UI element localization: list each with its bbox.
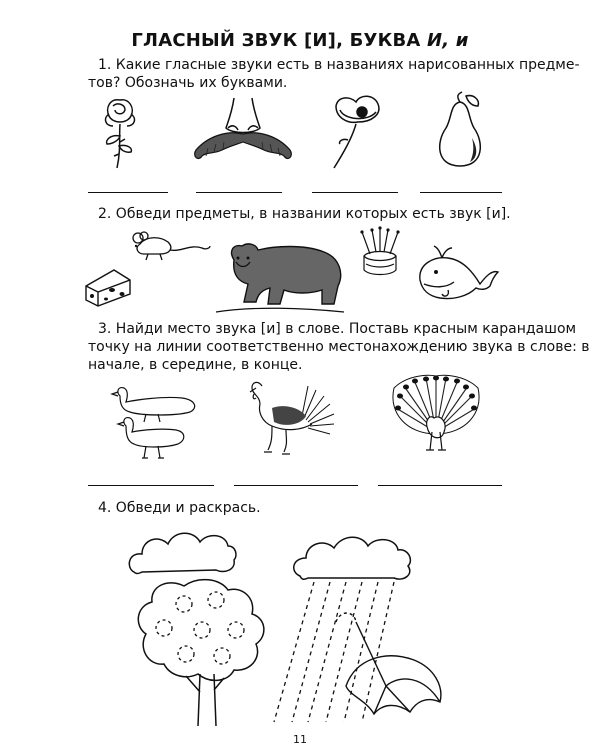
task3-line1: 3. Найди место звука [и] в слове. Поставь красным карандашом (98, 321, 577, 337)
poppy-icon (328, 92, 386, 170)
answer-line-1[interactable] (88, 192, 168, 193)
mouse-icon (130, 228, 212, 262)
cloud-icon (294, 537, 411, 579)
peacock-icon (384, 374, 488, 460)
task4-text: 4. Обведи и раскрась. (98, 500, 261, 516)
task1-line1: 1. Какие гласные звуки есть в названиях нарисованных предме- (98, 57, 580, 73)
task1-line2: тов? Обозначь их буквами. (88, 75, 288, 91)
cheese-icon (84, 266, 132, 308)
rain-icon (274, 582, 394, 722)
answer-line-2[interactable] (196, 192, 282, 193)
page-title (0, 30, 600, 51)
task1-text (98, 56, 580, 74)
coloring-picture (124, 526, 476, 726)
umbrella-icon (336, 613, 441, 714)
turkey-icon (242, 376, 342, 462)
task3-line2: точку на линии соответственно местонахождению звука в слове: в (88, 339, 590, 355)
geese-icon (106, 382, 206, 470)
answer-line-7[interactable] (378, 485, 502, 486)
task1-text-cont (88, 74, 287, 92)
title-letters: И, и (427, 30, 469, 51)
rose-icon (95, 92, 145, 170)
answer-line-5[interactable] (88, 485, 214, 486)
task3-line3: начале, в середине, в конце. (88, 357, 303, 373)
title-main: ГЛАСНЫЙ ЗВУК [И], БУКВА (131, 30, 421, 51)
page-number: 11 (293, 733, 307, 746)
bear-icon (214, 240, 346, 316)
apple-tree-icon (138, 580, 264, 726)
answer-line-4[interactable] (420, 192, 502, 193)
mustache-icon (188, 96, 298, 168)
pear-icon (430, 92, 488, 170)
cloud-icon (129, 533, 236, 573)
answer-line-6[interactable] (234, 485, 358, 486)
whale-icon (414, 244, 502, 304)
task2-text: 2. Обведи предметы, в названии которых есть звук [и]. (98, 206, 511, 222)
pincushion-icon (350, 226, 410, 282)
answer-line-3[interactable] (312, 192, 398, 193)
